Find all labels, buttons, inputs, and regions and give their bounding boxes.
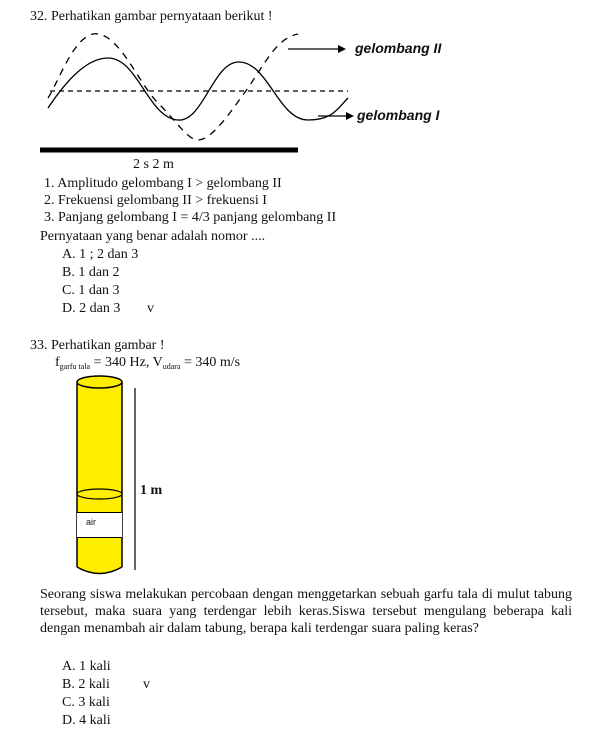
q33-answer-mark: v — [143, 677, 150, 692]
q33-option-c: C. 3 kali — [62, 695, 110, 710]
q33-title: 33. Perhatikan gambar ! — [30, 338, 165, 353]
q32-option-d: D. 2 dan 3 — [62, 301, 121, 316]
q32-title: 32. Perhatikan gambar pernyataan berikut ! — [30, 9, 273, 24]
v-subscript: udara — [162, 362, 181, 371]
arrow-wave-2-head — [338, 45, 346, 53]
q32-answer-mark: v — [147, 301, 154, 316]
tube-body — [77, 382, 122, 567]
q33-option-d: D. 4 kali — [62, 713, 111, 728]
q32-prompt: Pernyataan yang benar adalah nomor .... — [40, 229, 266, 244]
label-gelombang-1: gelombang I — [357, 107, 440, 123]
q32-option-a: A. 1 ; 2 dan 3 — [62, 247, 139, 262]
q32-statement-1: 1. Amplitudo gelombang I > gelombang II — [44, 176, 282, 191]
tube-bottom — [77, 560, 122, 574]
f-subscript: garfu tala — [59, 362, 91, 371]
q32-statement-2: 2. Frekuensi gelombang II > frekuensi I — [44, 193, 267, 208]
q32-statement-3: 3. Panjang gelombang I = 4/3 panjang gelombang II — [44, 210, 337, 225]
wave-2-dashed-curve — [48, 34, 298, 140]
wave-1-solid-curve — [48, 58, 348, 120]
q33-option-b: B. 2 kali — [62, 677, 110, 692]
water-label: air — [86, 517, 97, 527]
distance-label: 2 s 2 m — [133, 157, 174, 172]
resonance-tube — [70, 370, 140, 580]
label-gelombang-2: gelombang II — [355, 40, 442, 56]
f-symbol: f — [55, 355, 60, 370]
tube-height-label: 1 m — [140, 483, 163, 498]
q32-option-b: B. 1 dan 2 — [62, 265, 120, 280]
q32-option-c: C. 1 dan 3 — [62, 283, 120, 298]
arrow-wave-1-head — [346, 112, 354, 120]
f-value: = 340 Hz, V — [90, 355, 163, 370]
v-value: = 340 m/s — [180, 355, 241, 370]
q33-paragraph: Seorang siswa melakukan percobaan dengan menggetarkan sebuah garfu tala di mulut tabung tersebut, maka suara yang terdengar lebih keras.Siswa tersebut mengulang beberapa kali dengan menambah air dalam tabung, berapa kali terdengar suara paling keras? — [40, 587, 572, 636]
q33-option-a: A. 1 kali — [62, 659, 111, 674]
tube-top-opening — [77, 376, 122, 388]
water-box — [77, 512, 122, 538]
